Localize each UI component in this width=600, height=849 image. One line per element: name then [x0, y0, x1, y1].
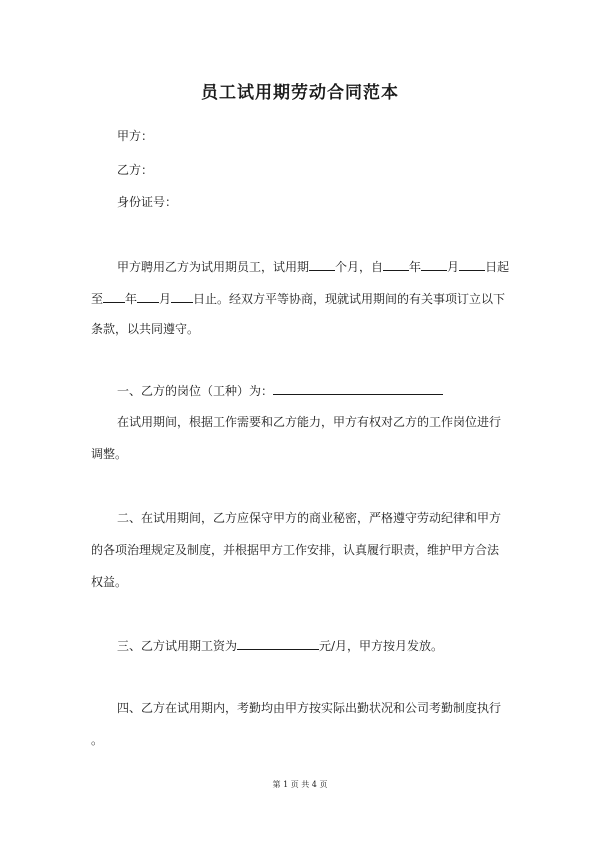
- start-day-blank[interactable]: [459, 258, 485, 271]
- end-month-blank[interactable]: [137, 290, 159, 303]
- intro-line-2: [91, 290, 505, 307]
- intro-text: 年: [409, 260, 422, 274]
- intro-text: 日止。经双方平等协商，现就试用期间的有关事项订立以下: [193, 292, 506, 306]
- clause-2-line-3: 权益。: [91, 575, 128, 589]
- intro-text: 月: [447, 260, 460, 274]
- clause-1-heading: 一、乙方的岗位（工种）为：: [117, 384, 274, 398]
- intro-text: 个月，自: [335, 260, 384, 274]
- document-title: 员工试用期劳动合同范本: [201, 83, 399, 103]
- intro-text: 甲方聘用乙方为试用期员工，试用期: [117, 260, 310, 274]
- intro-line-3: 条款，以共同遵守。: [91, 322, 200, 336]
- end-year-blank[interactable]: [103, 290, 125, 303]
- clause-4-line-1: 四、乙方在试用期内，考勤均由甲方按实际出勤状况和公司考勤制度执行: [117, 701, 502, 715]
- intro-text: 年: [125, 292, 138, 306]
- probation-months-blank[interactable]: [309, 258, 335, 271]
- clause-2-line-1: 二、在试用期间，乙方应保守甲方的商业秘密，严格遵守劳动纪律和甲方: [117, 511, 502, 525]
- page-indicator: 第 1 页 共 4 页: [272, 780, 328, 789]
- party-b-label: 乙方：: [117, 163, 154, 177]
- clause-3-text: 三、乙方试用期工资为: [117, 639, 238, 653]
- clause-3-line: [117, 637, 443, 654]
- intro-line-1: [117, 258, 509, 275]
- position-blank[interactable]: [273, 382, 443, 395]
- start-year-blank[interactable]: [383, 258, 409, 271]
- end-day-blank[interactable]: [171, 290, 193, 303]
- intro-text: 至: [91, 292, 104, 306]
- clause-1-line-2: 调整。: [91, 447, 128, 461]
- salary-blank[interactable]: [237, 637, 319, 650]
- clause-1-heading-line: [117, 382, 443, 399]
- clause-2-line-2: 的各项治理规定及制度，并根据甲方工作安排，认真履行职责，维护甲方合法: [91, 543, 500, 557]
- clause-3-text: 元/月，甲方按月发放。: [319, 639, 444, 653]
- intro-text: 月: [159, 292, 172, 306]
- intro-text: 日起: [485, 260, 510, 274]
- id-number-label: 身份证号：: [117, 195, 178, 209]
- clause-1-line-1: 在试用期间，根据工作需要和乙方能力，甲方有权对乙方的工作岗位进行: [117, 415, 502, 429]
- clause-4-line-2: 。: [91, 733, 104, 747]
- party-a-label: 甲方：: [117, 129, 154, 143]
- start-month-blank[interactable]: [421, 258, 447, 271]
